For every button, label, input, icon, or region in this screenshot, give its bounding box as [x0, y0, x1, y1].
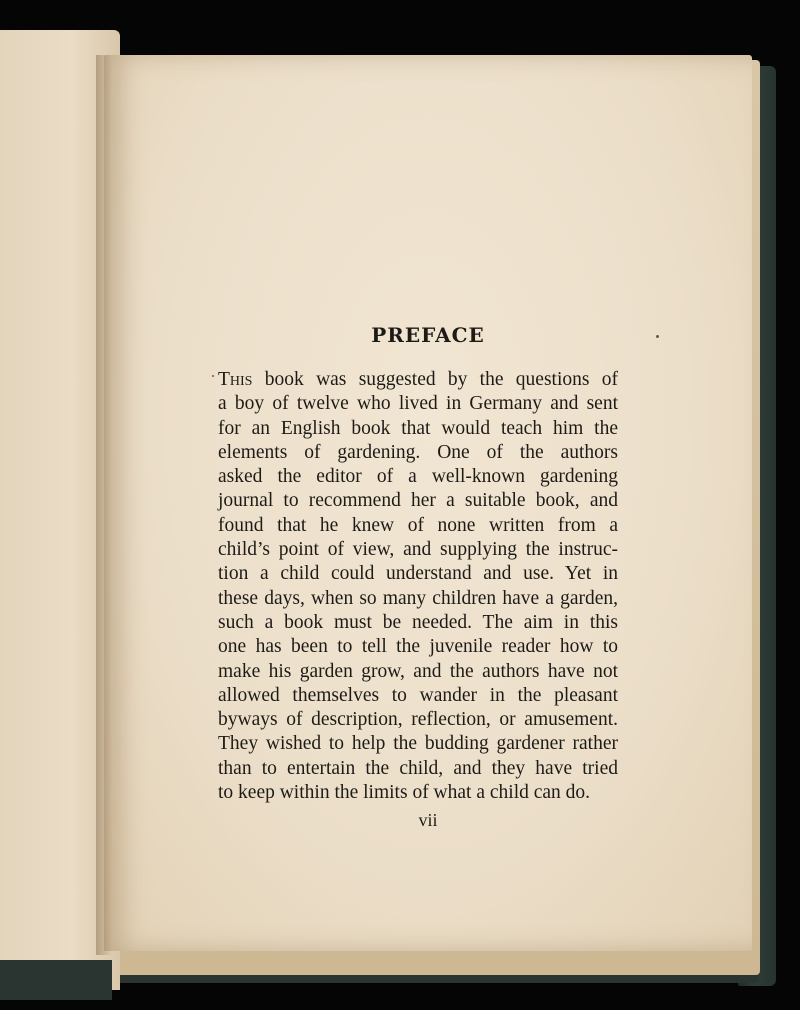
text-line: one has been to tell the juvenile reader how to [218, 636, 618, 658]
page-heading: PREFACE [371, 323, 485, 347]
text-line: allowed themselves to wander in the pleasant [218, 684, 618, 706]
text-line-content: book was suggested by the questions of [252, 369, 618, 390]
text-line: to keep within the limits of what a child can do. [218, 782, 591, 804]
text-line [218, 368, 618, 392]
text-line: than to entertain the child, and they have tried [218, 757, 618, 779]
text-line: byways of description, reflection, or amusement. [218, 709, 618, 731]
page-number: vii [418, 810, 438, 830]
text-line: these days, when so many children have a garden, [218, 587, 618, 609]
text-line: make his garden grow, and the authors have not [218, 660, 618, 682]
paper-speck [212, 375, 214, 377]
text-line: such a book must be needed. The aim in this [218, 611, 618, 633]
text-line: elements of gardening. One of the authors [218, 441, 618, 463]
facing-board-edge [0, 960, 112, 1000]
gutter-shadow [96, 55, 112, 955]
first-word: This [218, 369, 253, 390]
text-line: asked the editor of a well-known gardening [218, 466, 618, 488]
text-line: found that he knew of none written from a [218, 514, 618, 536]
text-line: a boy of twelve who lived in Germany and sent [218, 393, 618, 415]
book-page [104, 55, 752, 951]
text-line: child’s point of view, and supplying the instruc- [218, 539, 618, 561]
text-line: journal to recommend her a suitable book, and [218, 490, 618, 512]
text-line: tion a child could understand and use. Yet in [218, 563, 618, 585]
text-line: for an English book that would teach him the [218, 417, 618, 439]
text-line: They wished to help the budding gardener rather [218, 733, 618, 755]
preface-paragraph [218, 368, 618, 805]
